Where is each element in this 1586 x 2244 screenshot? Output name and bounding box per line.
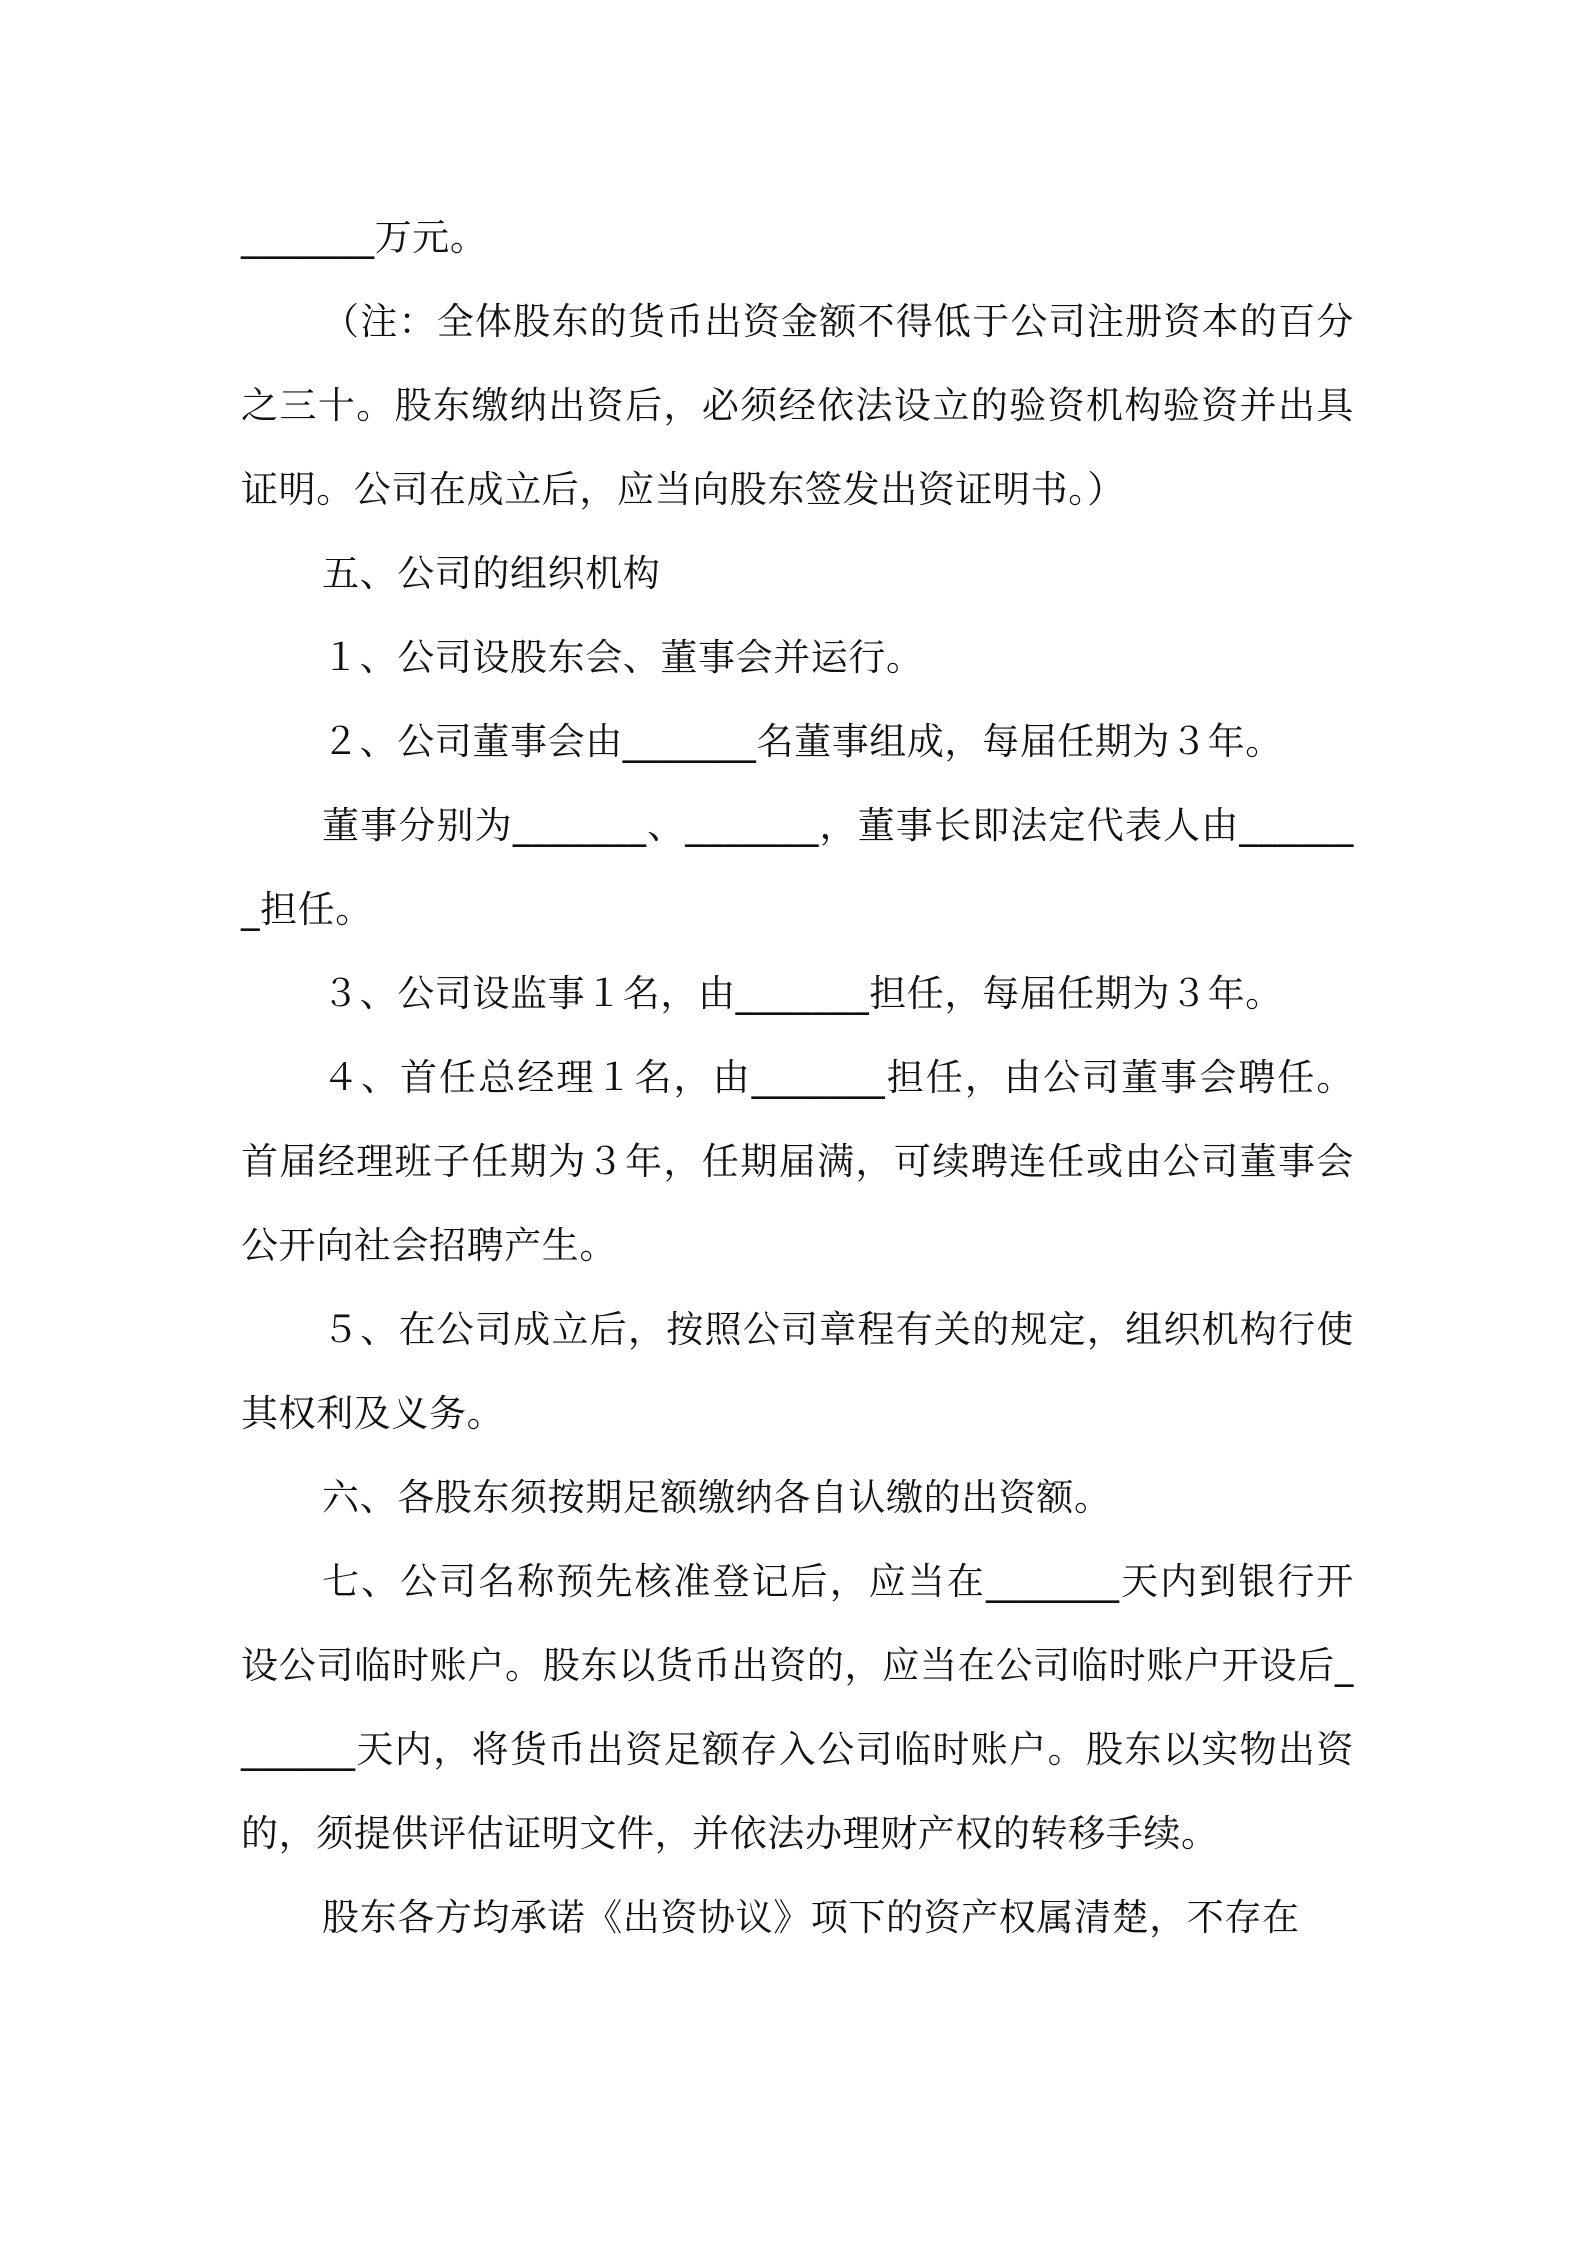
clause-4-general-manager: ４、首任总经理１名，由_______担任，由公司董事会聘任。首届经理班子任期为３年，任期届满，可续聘连任或由公司董事会公开向社会招聘产生。: [241, 1056, 1354, 1267]
section-heading-contribution: 六、各股东须按期足额缴纳各自认缴的出资额。: [322, 1476, 1112, 1519]
document-body: [241, 196, 1354, 1960]
clause-2-board-composition: ２、公司董事会由_______名董事组成，每届任期为３年。: [322, 720, 1283, 763]
paragraph-capital-note: （注：全体股东的货币出资金额不得低于公司注册资本的百分之三十。股东缴纳出资后，必须经依法设立的验资机构验资并出具证明。公司在成立后，应当向股东签发出资证明书。）: [241, 300, 1354, 511]
paragraph-amount-line: _______万元。: [241, 216, 488, 259]
clause-5-rights-obligations: ５、在公司成立后，按照公司章程有关的规定，组织机构行使其权利及义务。: [241, 1308, 1354, 1435]
paragraph-shareholder-commitment: 股东各方均承诺《出资协议》项下的资产权属清楚，不存在: [322, 1896, 1300, 1939]
clause-1-shareholders-board: １、公司设股东会、董事会并运行。: [322, 636, 924, 679]
section-heading-organization: 五、公司的组织机构: [322, 552, 661, 595]
paragraph-directors-names: 董事分别为_______、_______，董事长即法定代表人由_______担任。: [241, 804, 1354, 931]
clause-3-supervisor: ３、公司设监事１名，由_______担任，每届任期为３年。: [322, 972, 1283, 1015]
section-7-bank-account: 七、公司名称预先核准登记后，应当在_______天内到银行开设公司临时账户。股东以货币出资的，应当在公司临时账户开设后_______天内，将货币出资足额存入公司临时账户。股东以实物出资的，须提供评估证明文件，并依法办理财产权的转移手续。: [241, 1560, 1354, 1855]
